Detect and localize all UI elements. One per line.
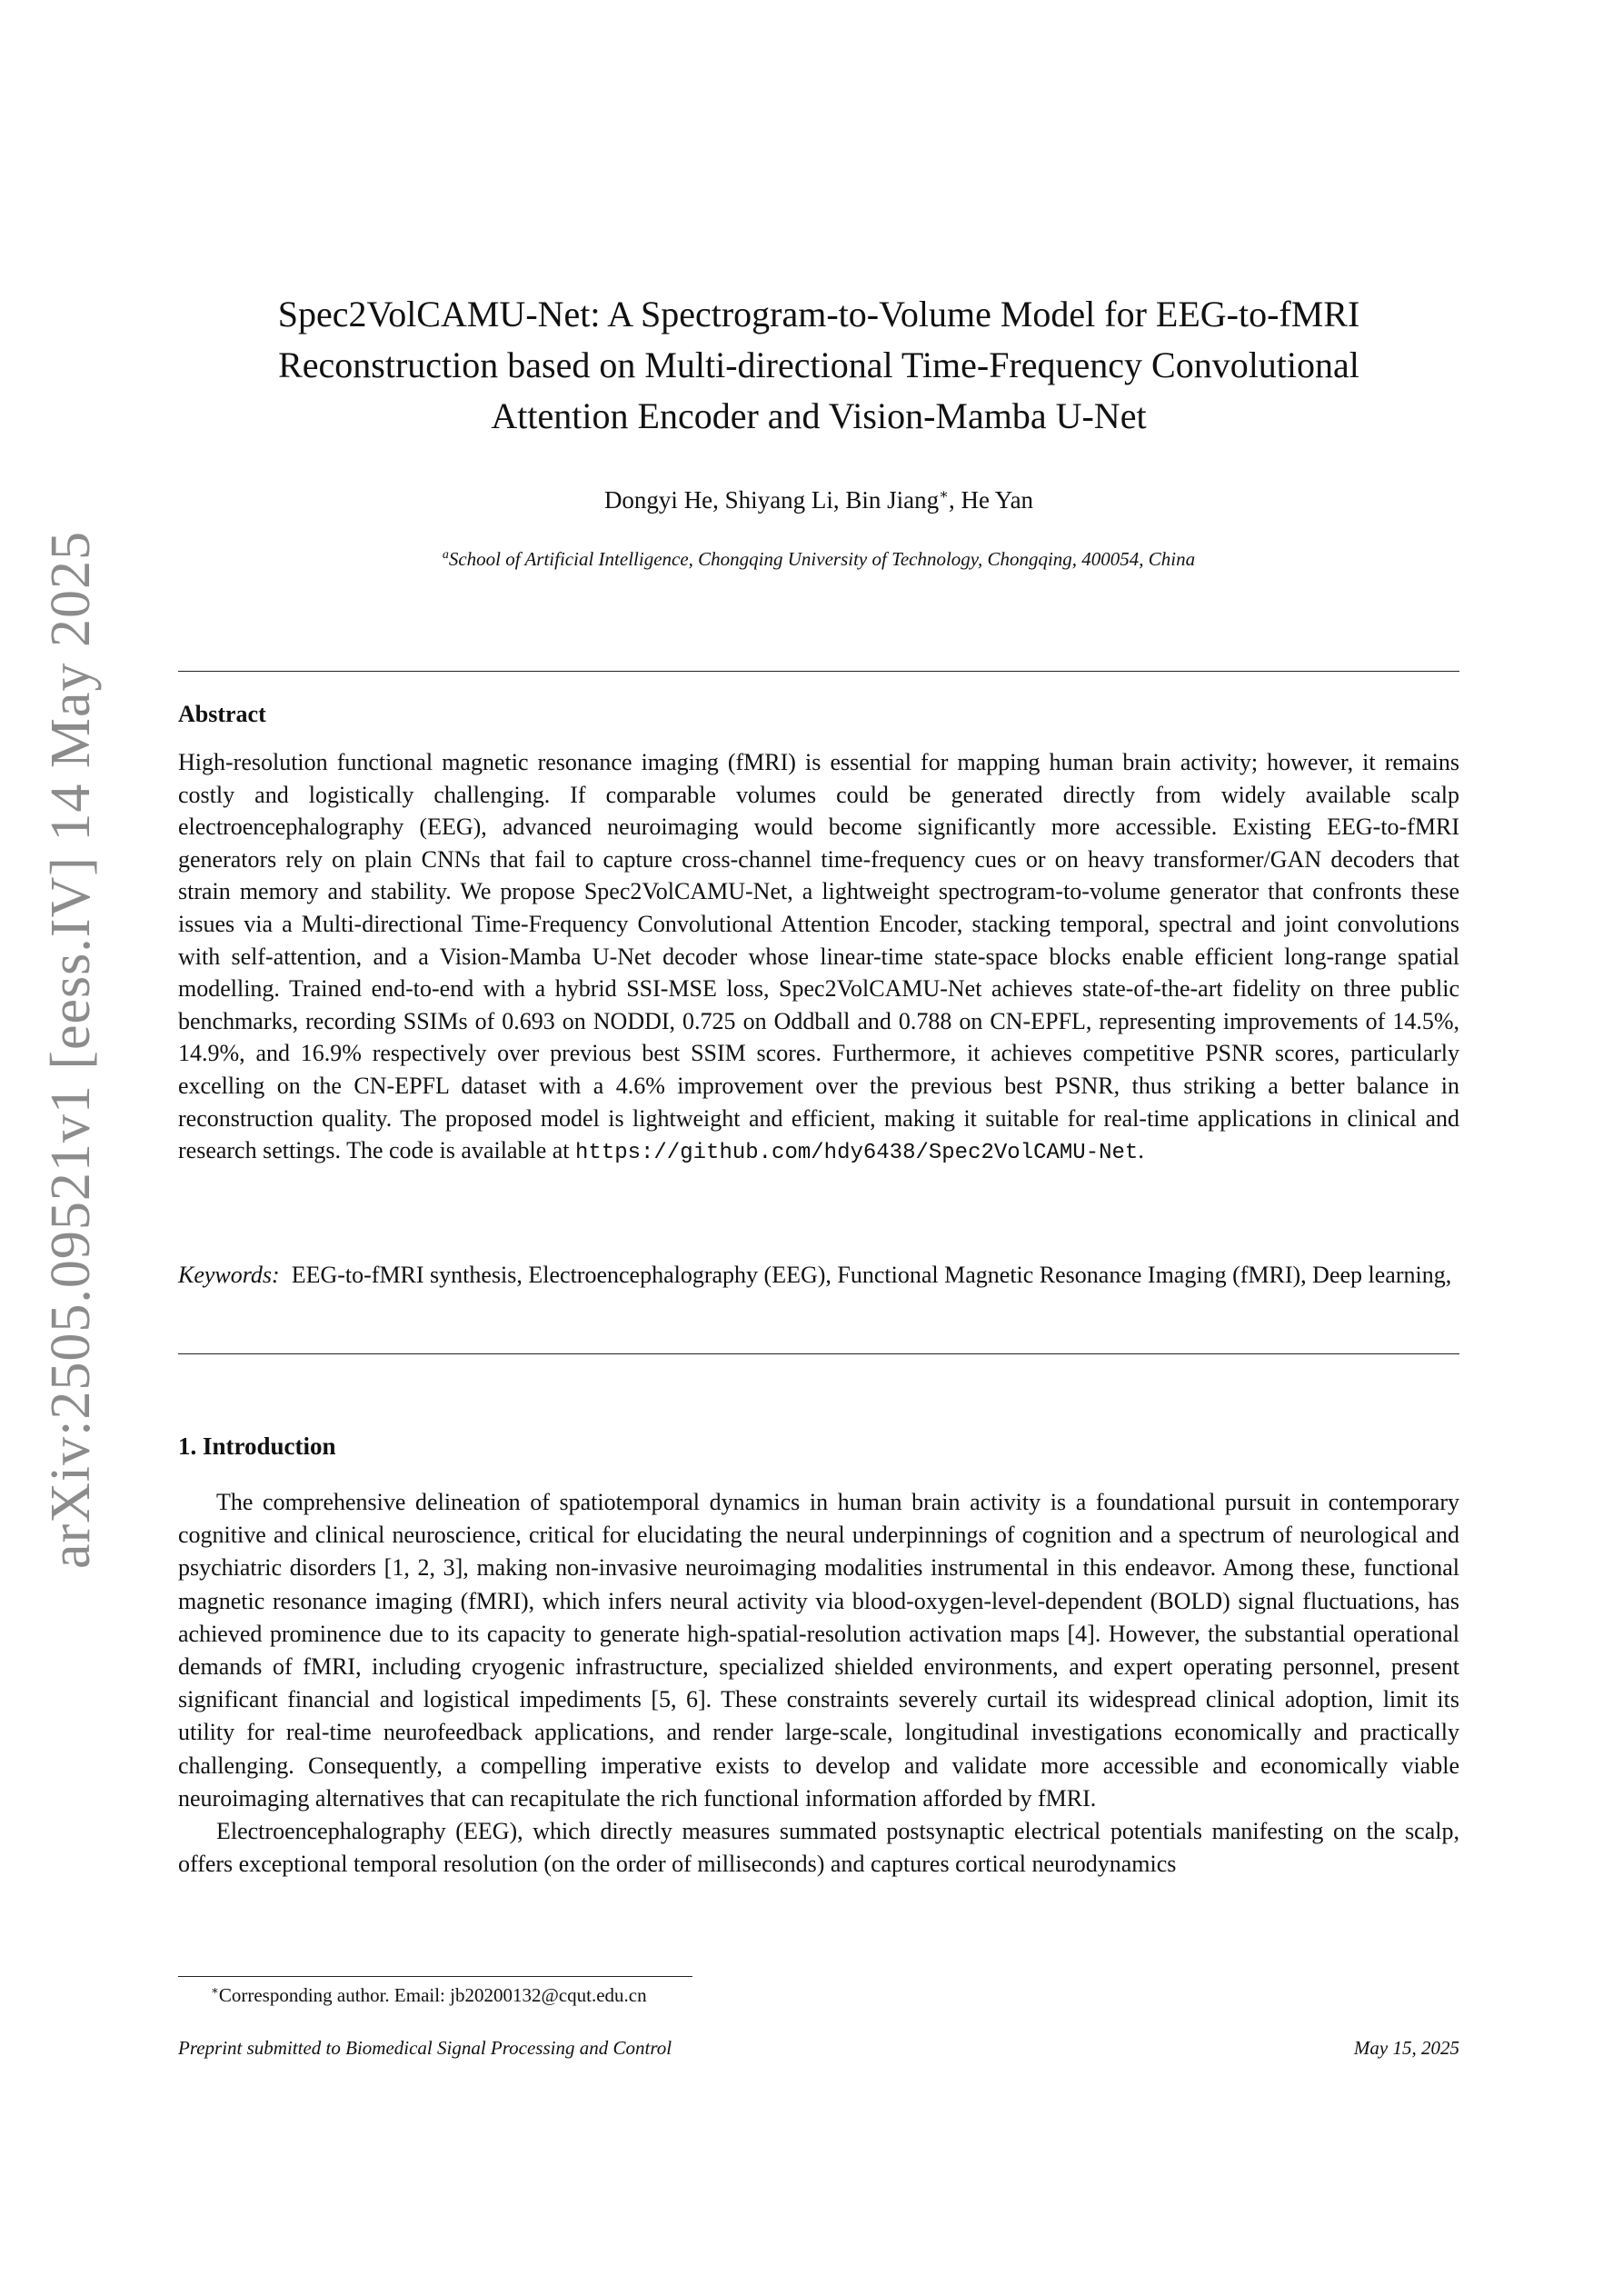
abstract-heading: Abstract <box>178 701 266 727</box>
footnote-mark: ∗ <box>211 1983 219 1997</box>
author-list <box>178 484 1459 516</box>
affiliation-mark: a <box>442 548 449 562</box>
paper-title <box>178 289 1459 442</box>
title-line-3: Attention Encoder and Vision-Mamba U-Net <box>491 395 1147 436</box>
author-affiliation <box>178 545 1459 573</box>
keywords-label: Keywords: <box>178 1262 280 1288</box>
affiliation-text: School of Artificial Intelligence, Chongqing University of Technology, Chongqing, 400054, China <box>448 548 1196 570</box>
abstract-top-rule <box>178 671 1459 672</box>
arxiv-identifier-stamp: arXiv:2505.09521v1 [eess.IV] 14 May 2025 <box>40 530 102 1570</box>
title-line-2: Reconstruction based on Multi-directional Time-Frequency Convolutional <box>278 344 1359 385</box>
corresponding-author-footnote <box>211 1982 647 2009</box>
introduction-paragraph-2: Electroencephalography (EEG), which directly measures summated postsynaptic electrical potentials manifesting on the scalp, offers exceptional temporal resolution (on the order of milliseconds) and captures cortical neurodynamics <box>178 1818 1459 1878</box>
abstract-bottom-rule <box>178 1353 1459 1354</box>
keywords-text: EEG-to-fMRI synthesis, Electroencephalography (EEG), Functional Magnetic Resonance Imaging (fMRI), Deep learning, <box>291 1262 1452 1288</box>
introduction-paragraph-1: The comprehensive delineation of spatiotemporal dynamics in human brain activity is a foundational pursuit in contemporary cognitive and clinical neuroscience, critical for elucidating the neural underpinnings of cognition and a spectrum of neurological and psychiatric disorders [1, 2, 3], making non-invasive neuroimaging modalities instrumental in this endeavor. Among these, functional magnetic resonance imaging (fMRI), which infers neural activity via blood-oxygen-level-dependent (BOLD) signal fluctuations, has achieved prominence due to its capacity to generate high-spatial-resolution activation maps [4]. However, the substantial operational demands of fMRI, including cryogenic infrastructure, specialized shielded environments, and expert operating personnel, present significant financial and logistical impediments [5, 6]. These constraints severely curtail its widespread clinical adoption, limit its utility for real-time neurofeedback applications, and render large-scale, longitudinal investigations economically and practically challenging. Consequently, a compelling imperative exists to develop and validate more accessible and economically viable neuroimaging alternatives that can recapitulate the rich functional information afforded by fMRI. <box>178 1489 1459 1812</box>
abstract-text: High-resolution functional magnetic resonance imaging (fMRI) is essential for mapping human brain activity; however, it remains costly and logistically challenging. If comparable volumes could be generated directly from widely available scalp electroencephalography (EEG), advanced neuroimaging would become significantly more accessible. Existing EEG-to-fMRI generators rely on plain CNNs that fail to capture cross-channel time-frequency cues or on heavy transformer/GAN decoders that strain memory and stability. We propose Spec2VolCAMU-Net, a lightweight spectrogram-to-volume generator that confronts these issues via a Multi-directional Time-Frequency Convolutional Attention Encoder, stacking temporal, spectral and joint convolutions with self-attention, and a Vision-Mamba U-Net decoder whose linear-time state-space blocks enable efficient long-range spatial modelling. Trained end-to-end with a hybrid SSI-MSE loss, Spec2VolCAMU-Net achieves state-of-the-art fidelity on three public benchmarks, recording SSIMs of 0.693 on NODDI, 0.725 on Oddball and 0.788 on CN-EPFL, representing improvements of 14.5%, 14.9%, and 16.9% respectively over previous best SSIM scores. Furthermore, it achieves competitive PSNR scores, particularly excelling on the CN-EPFL dataset with a 4.6% improvement over the previous best PSNR, thus striking a better balance in reconstruction quality. The proposed model is lightweight and efficient, making it suitable for real-time applications in clinical and research settings. The code is available at <box>178 749 1459 1164</box>
abstract-end: . <box>1138 1137 1144 1164</box>
keywords <box>178 1259 1459 1292</box>
footnote-rule <box>178 1976 692 1977</box>
abstract-body <box>178 746 1459 1170</box>
authors-part-2: , He Yan <box>949 486 1034 514</box>
code-repository-link[interactable]: https://github.com/hdy6438/Spec2VolCAMU-Net <box>575 1141 1139 1166</box>
footnote-text: Corresponding author. Email: jb20200132@cqut.edu.cn <box>218 1984 647 2006</box>
submission-date: May 15, 2025 <box>1353 2037 1459 2059</box>
authors-part-1: Dongyi He, Shiyang Li, Bin Jiang <box>603 486 940 514</box>
title-line-1: Spec2VolCAMU-Net: A Spectrogram-to-Volume Model for EEG-to-fMRI <box>277 294 1360 334</box>
corresponding-author-mark: ∗ <box>939 487 950 503</box>
introduction-heading: 1. Introduction <box>178 1433 336 1460</box>
introduction-body <box>178 1486 1459 1881</box>
preprint-notice: Preprint submitted to Biomedical Signal Processing and Control <box>178 2037 672 2059</box>
